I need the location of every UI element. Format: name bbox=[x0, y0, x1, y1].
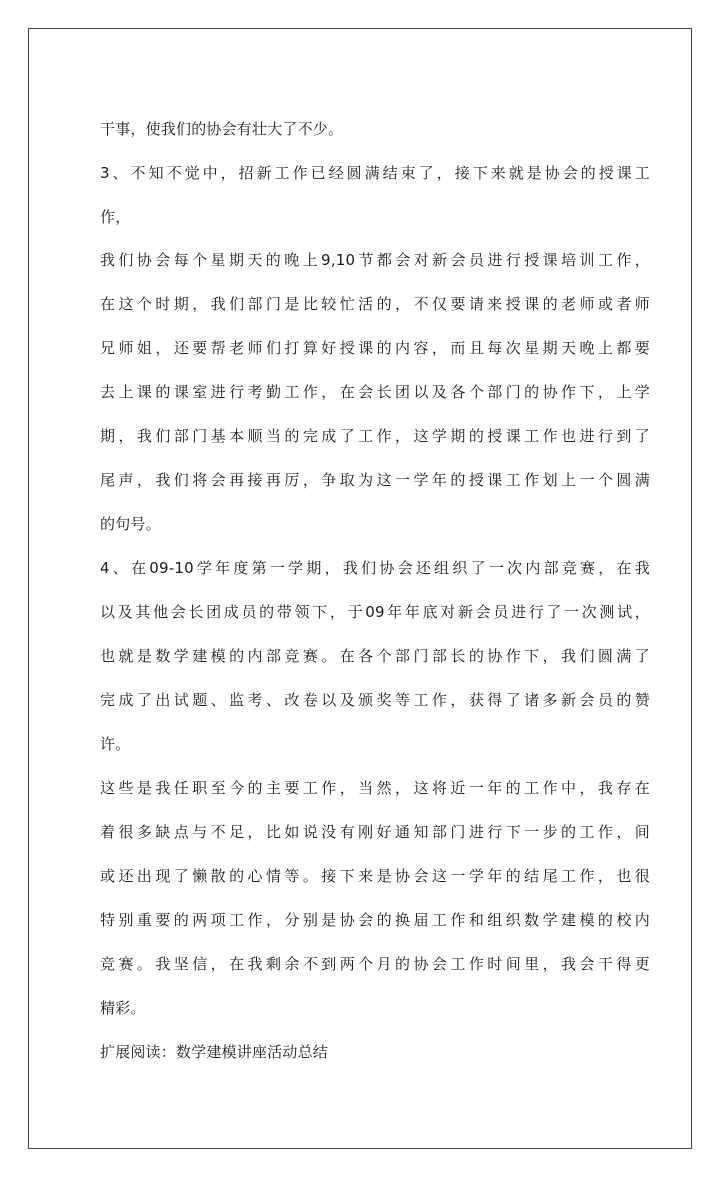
text-line: 作， bbox=[100, 208, 131, 226]
text-line: 干事，使我们的协会有壮大了不少。 bbox=[100, 120, 344, 138]
document-page bbox=[28, 28, 692, 1149]
text-line: 这些是我任职至今的主要工作，当然，这将近一年的工作中，我存在 bbox=[100, 779, 650, 797]
text-line: 完成了出试题、监考、改卷以及颁奖等工作，获得了诸多新会员的赞 bbox=[100, 691, 650, 709]
text-line: 兄师姐，还要帮老师们打算好授课的内容，而且每次星期天晚上都要 bbox=[100, 339, 650, 357]
text-line: 或还出现了懒散的心情等。接下来是协会这一学年的结尾工作，也很 bbox=[100, 867, 650, 885]
text-line: 的句号。 bbox=[100, 515, 161, 533]
text-line: 3、不知不觉中，招新工作已经圆满结束了，接下来就是协会的授课工 bbox=[100, 164, 650, 182]
text-line: 我们协会每个星期天的晚上9,10节都会对新会员进行授课培训工作， bbox=[100, 251, 650, 269]
text-line: 尾声，我们将会再接再厉，争取为这一学年的授课工作划上一个圆满 bbox=[100, 471, 650, 489]
text-line: 期，我们部门基本顺当的完成了工作，这学期的授课工作也进行到了 bbox=[100, 427, 650, 445]
text-line: 4、在09-10学年度第一学期，我们协会还组织了一次内部竞赛，在我 bbox=[100, 559, 650, 577]
text-line: 着很多缺点与不足，比如说没有刚好通知部门进行下一步的工作，间 bbox=[100, 823, 650, 841]
text-line: 特别重要的两项工作，分别是协会的换届工作和组织数学建模的校内 bbox=[100, 911, 650, 929]
text-line: 也就是数学建模的内部竞赛。在各个部门部长的协作下，我们圆满了 bbox=[100, 647, 650, 665]
text-line: 在这个时期，我们部门是比较忙活的，不仅要请来授课的老师或者师 bbox=[100, 295, 650, 313]
text-line: 精彩。 bbox=[100, 999, 146, 1017]
text-line: 以及其他会长团成员的带领下，于09年年底对新会员进行了一次测试， bbox=[100, 603, 650, 621]
extended-reading-link: 扩展阅读：数学建模讲座活动总结 bbox=[100, 1043, 329, 1061]
text-line: 去上课的课室进行考勤工作，在会长团以及各个部门的协作下，上学 bbox=[100, 383, 650, 401]
text-line: 许。 bbox=[100, 735, 131, 753]
text-line: 竞赛。我坚信，在我剩余不到两个月的协会工作时间里，我会干得更 bbox=[100, 955, 650, 973]
